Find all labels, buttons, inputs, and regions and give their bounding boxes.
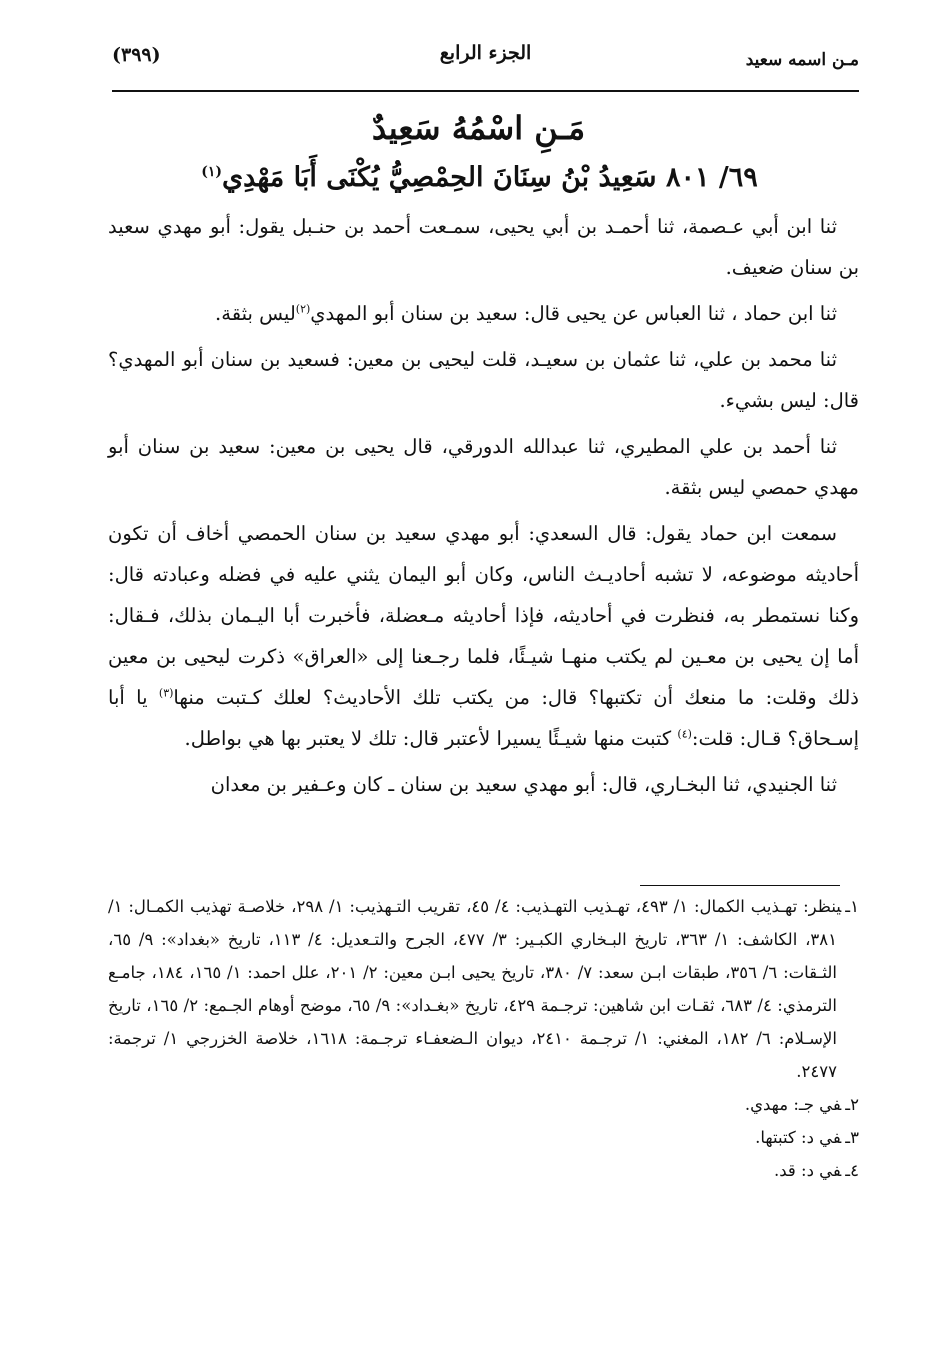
footnote-1-text: ينظر: تهـذيب الكمال: ١/ ٤٩٣، تهـذيب التهـذيب: ٤/ ٤٥، تقريب التـهذيب: ١/ ٢٩٨، خلاصـة تهذيب الكمـال: ١/ ٣٨١، الكاشف: ١/ ٣٦٣، تاريخ البـخاري الكبـير: ٣/ ٤٧٧، الجرح والتـعديل: ٤/ ١١٣، تاريخ «بغداد»: ٩/ ٦٥، الثـقات: ٦/ ٣٥٦، طبقات ابـن سعد: ٧/ ٣٨٠، تاريخ يحيى ابـن معين: ٢/ ٢٠١، علل احمد: ١/ ١٦٥، ١٨٤، جامـع الترمذي: ٤/ ٦٨٣، ثقـات ابن شاهين: ترجـمة ٤٢٩، تاريخ «بغـداد»: ٩/ ٦٥، موضح أوهام الجـمع: ٢/ ١٦٥، تاريخ الإسـلام: ٦/ ١٨٢، المغني: ١/ ترجـمة ٢٤١٠، ديوان الـضعفـاء ترجـمة: ١٦١٨، خلاصة الخزرجي ١/ ترجمة: ٢٤٧٧. <box>108 897 842 1081</box>
footnote-ref-2: (٢) <box>295 302 311 316</box>
header-page-number: (٣٩٩) <box>112 44 161 66</box>
paragraph-2 <box>108 293 859 334</box>
header-part-name: الجزء الرابع <box>439 42 532 64</box>
entry-title-note-ref: (١) <box>201 164 223 180</box>
footnote-4-text: في د: قد. <box>773 1161 842 1180</box>
paragraph-2-text-b: ليس بثقة. <box>215 302 296 325</box>
paragraph-3: ثنا محمد بن علي، ثنا عثمان بن سعيـد، قلت ليحيى بن معين: فسعيد بن سنان أبو المهدي؟ قال: ليس بشيء. <box>108 348 859 412</box>
footnote-1-number: ١ـ <box>845 897 859 916</box>
footnote-3 <box>108 1121 859 1154</box>
header-rule <box>112 90 859 92</box>
paragraph-5-text-b: يا أبا إسـحاق؟ قـال: قلت: <box>108 686 859 750</box>
footnote-2 <box>108 1088 859 1121</box>
paragraph-4: ثنا أحمد بن علي المطيري، ثنا عبدالله الدورقي، قال يحيى بن معين: سعيد بن سنان أبو مهدي حمصي ليس بثقة. <box>108 435 859 499</box>
footnote-4-number: ٤ـ <box>845 1161 859 1180</box>
footnote-ref-4: (٤) <box>677 727 692 741</box>
footnote-4 <box>108 1154 859 1187</box>
entry-title-text: ٦٩/ ٨٠١ سَعِيدُ بْنُ سِنَانَ الحِمْصِيُّ يُكْنَى أَبَا مَهْدِي <box>222 162 758 193</box>
footnote-3-number: ٣ـ <box>845 1128 859 1147</box>
main-text <box>108 206 859 810</box>
paragraph-6: ثنا الجنيدي، ثنا البخـاري، قال: أبو مهدي سعيد بن سنان ـ كان وعـفير بن معدان <box>210 773 837 796</box>
footnote-separator <box>640 885 840 886</box>
footnote-2-number: ٢ـ <box>845 1095 859 1114</box>
section-title: مَـنِ اسْمُهُ سَعِيدٌ <box>371 109 586 147</box>
footnotes <box>108 890 859 1187</box>
header-section-name: مـن اسمه سعيد <box>745 50 859 70</box>
paragraph-5 <box>108 513 859 759</box>
footnote-ref-3: (٣) <box>158 686 174 700</box>
footnote-1 <box>108 890 859 1088</box>
footnote-2-text: في جـ: مهدي. <box>744 1095 842 1114</box>
running-header <box>112 38 859 78</box>
paragraph-5-text-c: كتبت منها شيـئًا يسيرا لأعتبر قال: تلك لا يعتبر بها هي بواطل. <box>184 727 678 750</box>
paragraph-1: ثنا ابن أبي عـصمة، ثنا أحمـد بن أبي يحيى، سمـعت أحمد بن حنـبل يقول: أبو مهدي سعيد بن سنان ضعيف. <box>108 215 859 279</box>
paragraph-5-text-a: سمعت ابن حماد يقول: قال السعدي: أبو مهدي سعيد بن سنان الحمصي أخاف أن تكون أحاديثه موضوعه، لا تشبه أحاديـث الناس، وكان أبو اليمان يثني عليه في فضله وعبادته قال: وكنا نستمطر به، فنظرت في أحاديثه، فإذا أحاديثه مـعضلة، فأخبرت أبا اليـمان بذلك، فـقال: أما إن يحيى بن معـين لم يكتب منهـا شيـئًا، فلما رجـعنا إلى «العراق» ذكرت ليحيى بن معين ذلك وقلت: ما منعك أن تكتبها؟ قال: من يكتب تلك الأحاديث؟ لعلك كـتبت منها <box>108 522 859 709</box>
entry-title <box>100 152 859 198</box>
footnote-3-text: في د: كتبتها. <box>755 1128 842 1147</box>
paragraph-2-text-a: ثنا ابن حماد ، ثنا العباس عن يحيى قال: سعيد بن سنان أبو المهدي <box>310 302 837 325</box>
